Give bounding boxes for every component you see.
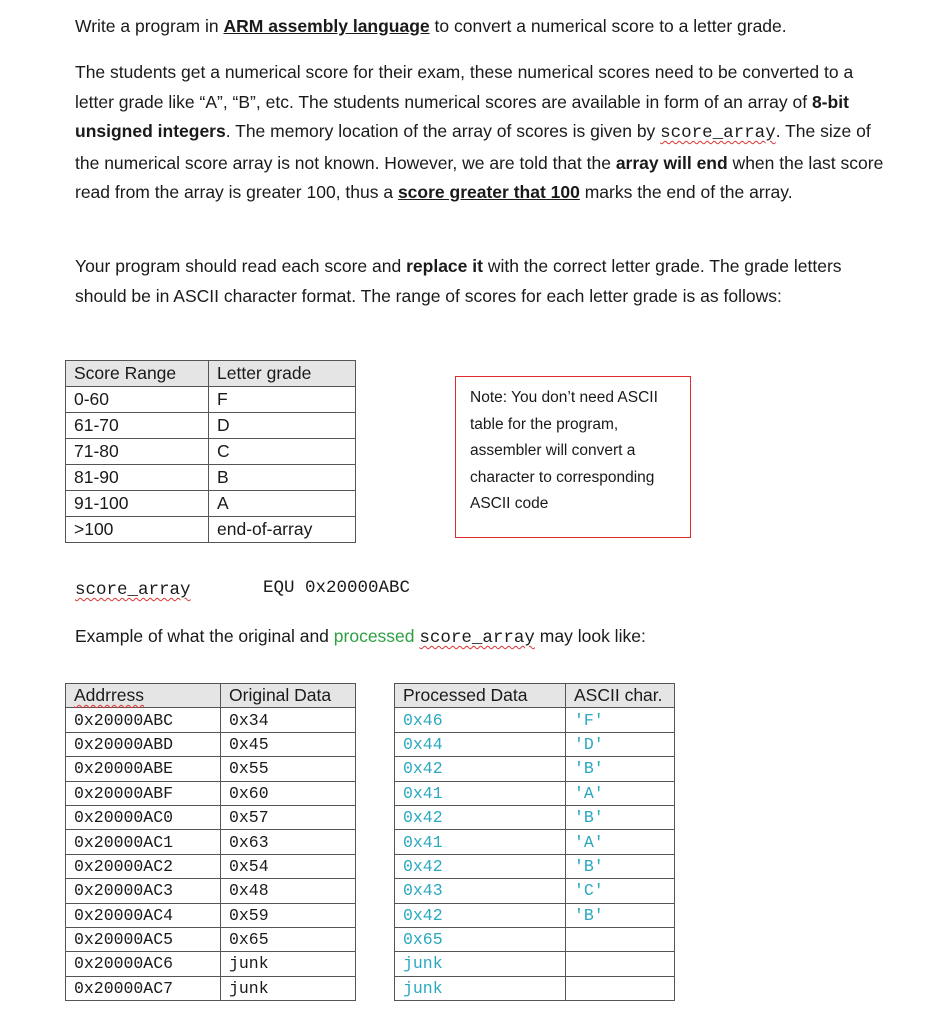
example-text-1: Example of what the original and bbox=[75, 626, 334, 646]
processed-data-cell: junk bbox=[395, 976, 566, 1000]
ascii-char-cell: 'A' bbox=[566, 830, 675, 854]
desc-bold-2: array will end bbox=[615, 152, 728, 173]
original-data-cell: 0x55 bbox=[221, 757, 356, 781]
grade-header-letter: Letter grade bbox=[209, 361, 356, 387]
table-gap bbox=[356, 976, 395, 1000]
ascii-note-text: Note: You don’t need ASCII table for the program, assembler will convert a character to corresponding ASCII code bbox=[470, 389, 658, 512]
desc-text-2: . The memory location of the array of scores is given by bbox=[225, 121, 661, 141]
original-data-cell: junk bbox=[221, 952, 356, 976]
desc-text-1: The students get a numerical score for their exam, these numerical scores need to be converted to a letter grade like “A”, “B”, etc. The students numerical scores are available in form of an array of bbox=[75, 62, 854, 112]
header-address-text: Addrress bbox=[74, 685, 145, 706]
instr-bold: replace it bbox=[406, 256, 483, 276]
desc-text-5: marks the end of the array. bbox=[579, 182, 793, 202]
address-cell: 0x20000AC1 bbox=[66, 830, 221, 854]
table-gap bbox=[356, 830, 395, 854]
ascii-char-cell: 'B' bbox=[566, 903, 675, 927]
grade-letter-cell: F bbox=[209, 387, 356, 413]
table-gap bbox=[356, 927, 395, 951]
table-row bbox=[66, 757, 675, 781]
header-original: Original Data bbox=[221, 684, 356, 708]
header-ascii: ASCII char. bbox=[566, 684, 675, 708]
table-row bbox=[66, 465, 356, 491]
address-cell: 0x20000ABF bbox=[66, 781, 221, 805]
table-row bbox=[66, 903, 675, 927]
equ-directive: EQU 0x20000ABC bbox=[263, 578, 411, 598]
header-address bbox=[66, 684, 221, 708]
table-gap bbox=[356, 781, 395, 805]
processed-data-cell: 0x42 bbox=[395, 854, 566, 878]
processed-data-cell: 0x42 bbox=[395, 757, 566, 781]
grade-range-cell: 91-100 bbox=[66, 491, 209, 517]
original-data-cell: 0x65 bbox=[221, 927, 356, 951]
memory-table-body bbox=[66, 708, 675, 1001]
grade-letter-cell: B bbox=[209, 465, 356, 491]
example-caption bbox=[75, 622, 646, 654]
example-code-score-array: score_array bbox=[419, 628, 535, 648]
original-data-cell: junk bbox=[221, 976, 356, 1000]
desc-code-score-array: score_array bbox=[660, 123, 776, 143]
address-cell: 0x20000AC5 bbox=[66, 927, 221, 951]
original-data-cell: 0x60 bbox=[221, 781, 356, 805]
original-data-cell: 0x63 bbox=[221, 830, 356, 854]
ascii-char-cell bbox=[566, 976, 675, 1000]
processed-data-cell: 0x43 bbox=[395, 879, 566, 903]
grade-letter-cell: A bbox=[209, 491, 356, 517]
table-row bbox=[66, 805, 675, 829]
table-row bbox=[66, 732, 675, 756]
table-row bbox=[66, 413, 356, 439]
address-cell: 0x20000ABC bbox=[66, 708, 221, 732]
ascii-char-cell: 'B' bbox=[566, 757, 675, 781]
ascii-char-cell: 'D' bbox=[566, 732, 675, 756]
table-gap bbox=[356, 854, 395, 878]
table-row bbox=[66, 854, 675, 878]
original-data-cell: 0x34 bbox=[221, 708, 356, 732]
address-cell: 0x20000AC3 bbox=[66, 879, 221, 903]
table-row bbox=[66, 952, 675, 976]
memory-example-table bbox=[65, 683, 675, 1001]
table-row bbox=[66, 387, 356, 413]
instruction-paragraph bbox=[75, 252, 875, 311]
grade-letter-cell: end-of-array bbox=[209, 517, 356, 543]
ascii-char-cell bbox=[566, 952, 675, 976]
table-row bbox=[66, 517, 356, 543]
desc-bold-1: 8-bit unsigned integers bbox=[75, 91, 849, 141]
grade-letter-cell: D bbox=[209, 413, 356, 439]
address-cell: 0x20000AC0 bbox=[66, 805, 221, 829]
desc-text-4: when the last score read from the array is greater 100, thus a bbox=[75, 152, 884, 202]
table-gap bbox=[356, 805, 395, 829]
table-row bbox=[66, 976, 675, 1000]
processed-data-cell: 0x42 bbox=[395, 903, 566, 927]
table-row bbox=[66, 708, 675, 732]
intro-emphasis: ARM assembly language bbox=[223, 16, 430, 36]
address-cell: 0x20000AC2 bbox=[66, 854, 221, 878]
table-row bbox=[66, 879, 675, 903]
processed-data-cell: 0x41 bbox=[395, 781, 566, 805]
ascii-char-cell: 'F' bbox=[566, 708, 675, 732]
example-text-2: may look like: bbox=[534, 626, 646, 646]
description-paragraph bbox=[75, 58, 895, 208]
ascii-char-cell: 'A' bbox=[566, 781, 675, 805]
ascii-char-cell: 'C' bbox=[566, 879, 675, 903]
grade-range-cell: 61-70 bbox=[66, 413, 209, 439]
original-data-cell: 0x59 bbox=[221, 903, 356, 927]
instr-text-1: Your program should read each score and bbox=[75, 256, 407, 276]
original-data-cell: 0x45 bbox=[221, 732, 356, 756]
ascii-note-box bbox=[455, 376, 691, 538]
processed-data-cell: junk bbox=[395, 952, 566, 976]
grade-range-cell: 71-80 bbox=[66, 439, 209, 465]
equ-label: score_array bbox=[75, 580, 191, 600]
table-row bbox=[66, 781, 675, 805]
memory-table-header bbox=[66, 684, 675, 708]
table-gap bbox=[356, 903, 395, 927]
table-gap bbox=[356, 732, 395, 756]
intro-text-end: to convert a numerical score to a letter grade. bbox=[429, 16, 787, 36]
address-cell: 0x20000ABE bbox=[66, 757, 221, 781]
ascii-char-cell: 'B' bbox=[566, 805, 675, 829]
ascii-char-cell bbox=[566, 927, 675, 951]
intro-text: Write a program in bbox=[75, 16, 224, 36]
table-gap bbox=[356, 708, 395, 732]
address-cell: 0x20000AC7 bbox=[66, 976, 221, 1000]
table-gap bbox=[356, 684, 395, 708]
table-row bbox=[66, 491, 356, 517]
grade-range-table bbox=[65, 360, 356, 543]
original-data-cell: 0x57 bbox=[221, 805, 356, 829]
processed-data-cell: 0x41 bbox=[395, 830, 566, 854]
grade-range-cell: 0-60 bbox=[66, 387, 209, 413]
ascii-char-cell: 'B' bbox=[566, 854, 675, 878]
original-data-cell: 0x54 bbox=[221, 854, 356, 878]
processed-data-cell: 0x65 bbox=[395, 927, 566, 951]
address-cell: 0x20000AC4 bbox=[66, 903, 221, 927]
address-cell: 0x20000ABD bbox=[66, 732, 221, 756]
table-gap bbox=[356, 952, 395, 976]
intro-paragraph bbox=[75, 12, 787, 42]
instr-text-2: with the correct letter grade. The grade letters should be in ASCII character format. The range of scores for each letter grade is as follows: bbox=[75, 256, 842, 306]
table-gap bbox=[356, 757, 395, 781]
table-gap bbox=[356, 879, 395, 903]
grade-header-score-range: Score Range bbox=[66, 361, 209, 387]
equ-declaration bbox=[75, 578, 411, 600]
processed-data-cell: 0x42 bbox=[395, 805, 566, 829]
table-row bbox=[66, 439, 356, 465]
table-row bbox=[66, 927, 675, 951]
grade-table-header bbox=[66, 361, 356, 387]
table-row bbox=[66, 830, 675, 854]
header-processed: Processed Data bbox=[395, 684, 566, 708]
example-processed-word: processed bbox=[333, 626, 415, 646]
processed-data-cell: 0x44 bbox=[395, 732, 566, 756]
grade-letter-cell: C bbox=[209, 439, 356, 465]
grade-range-cell: 81-90 bbox=[66, 465, 209, 491]
grade-range-cell: >100 bbox=[66, 517, 209, 543]
processed-data-cell: 0x46 bbox=[395, 708, 566, 732]
desc-bold-3: score greater that 100 bbox=[397, 182, 580, 202]
desc-text-3: . The size of the numerical score array is not known. However, we are told that the bbox=[75, 121, 871, 173]
address-cell: 0x20000AC6 bbox=[66, 952, 221, 976]
original-data-cell: 0x48 bbox=[221, 879, 356, 903]
